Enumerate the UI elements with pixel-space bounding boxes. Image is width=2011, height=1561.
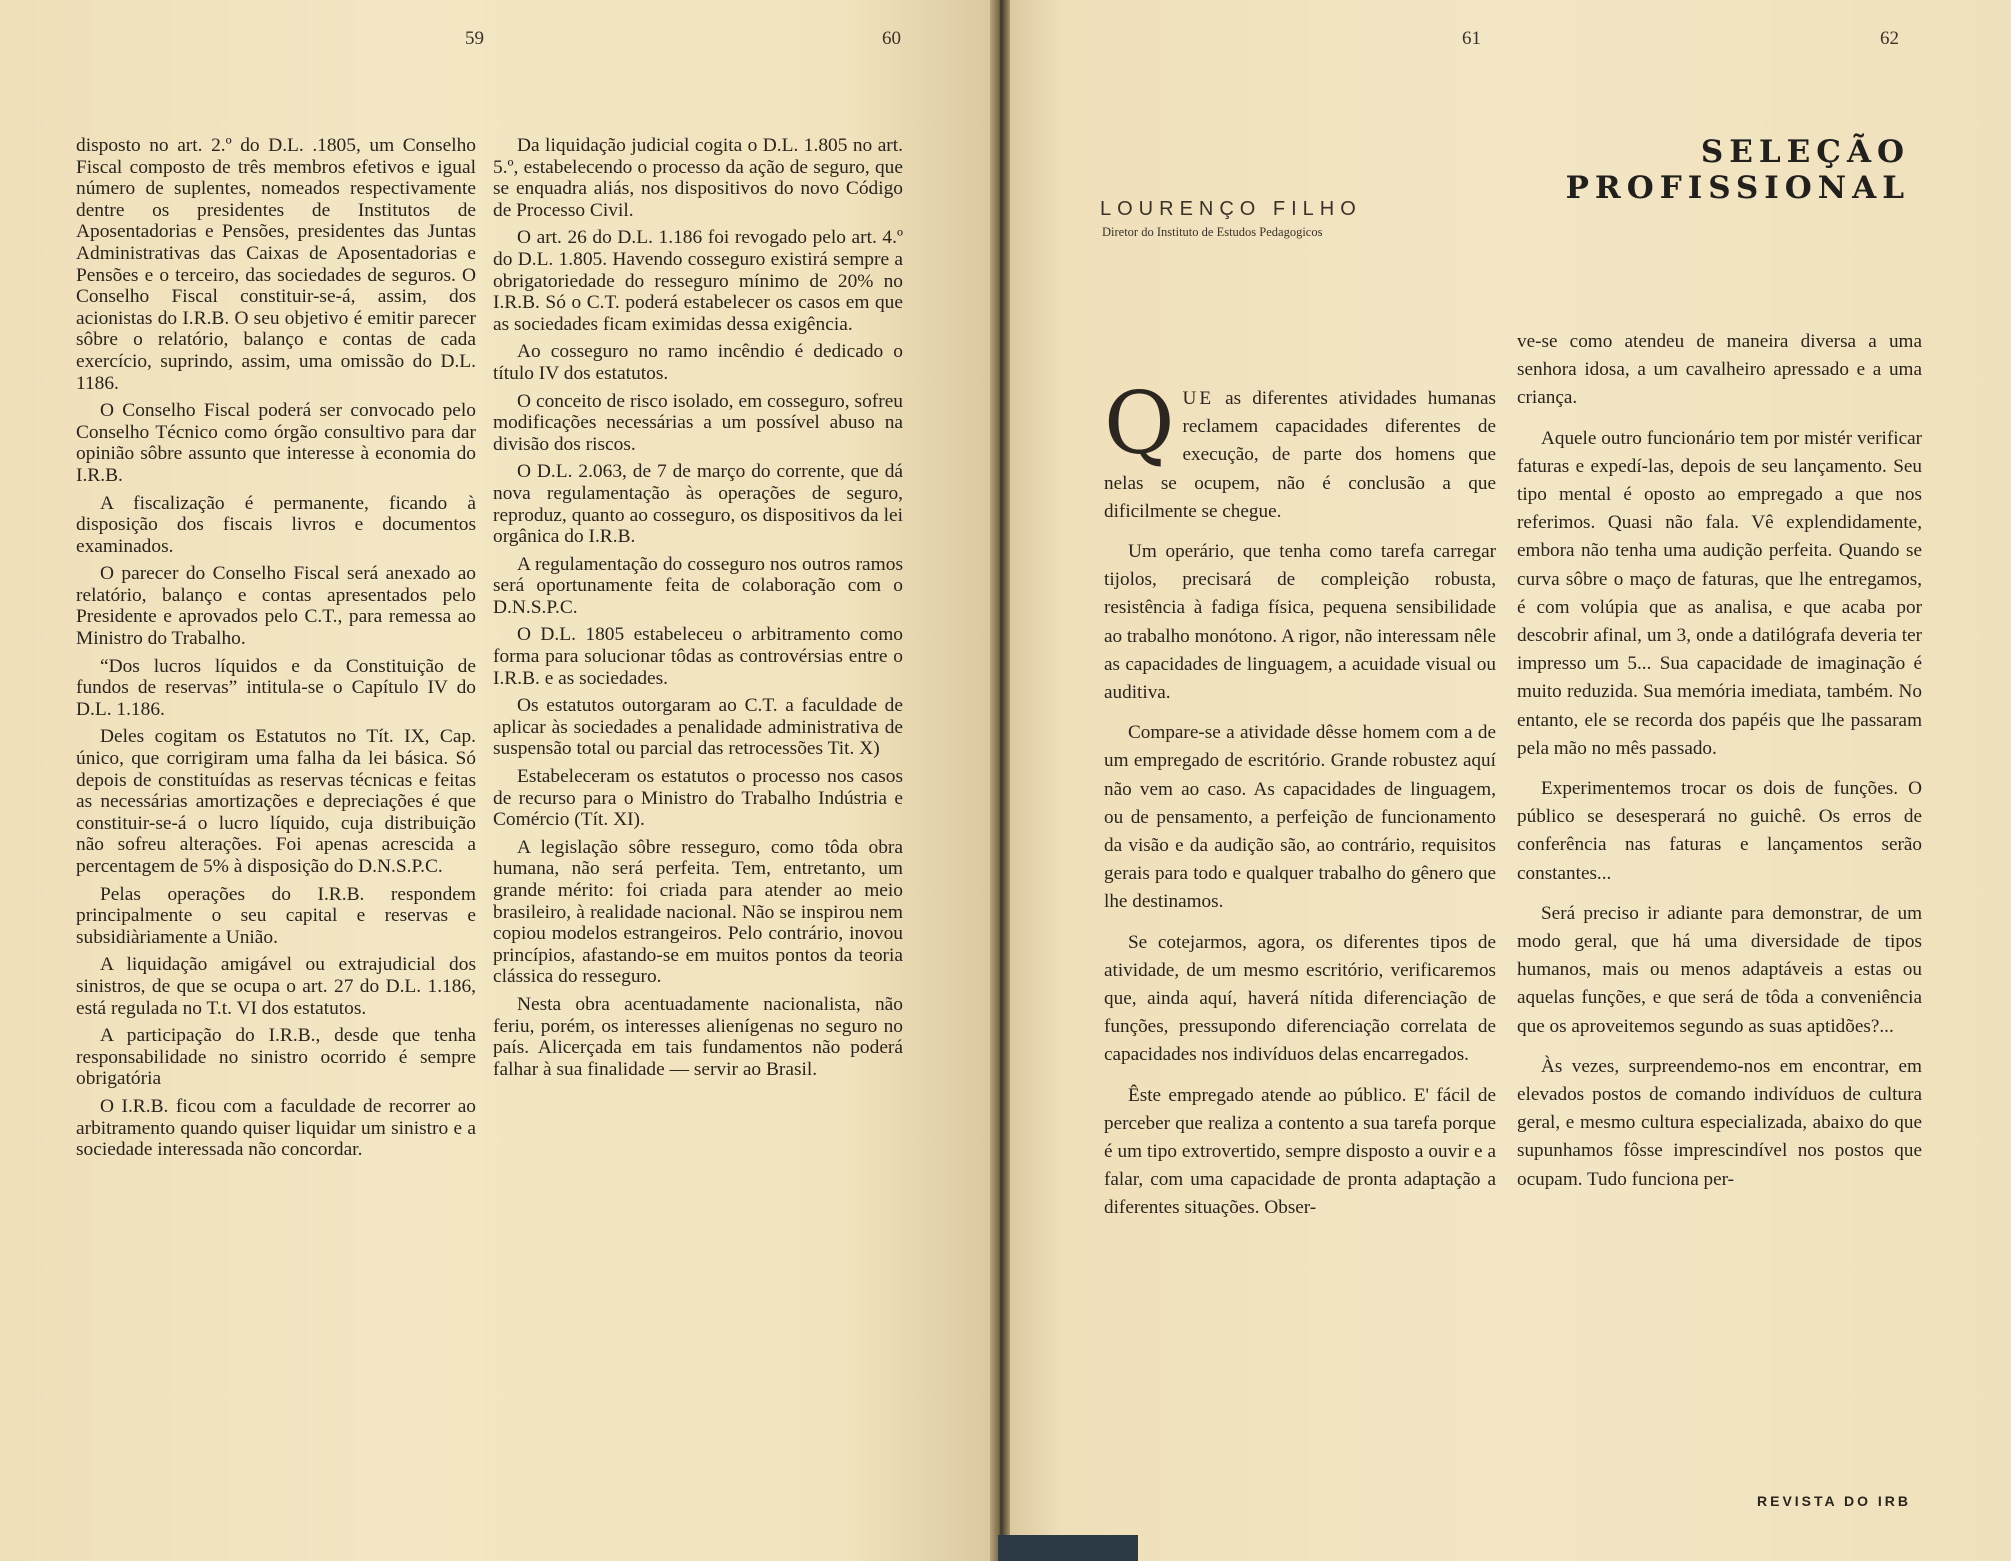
opening-word: UE [1182,388,1215,409]
author-role: Diretor do Instituto de Estudos Pedagogicos [1102,225,1323,239]
paragraph: O D.L. 1805 estabeleceu o arbitramento como forma para solucionar tôdas as controvérsias entre o I.R.B. e as sociedades. [493,624,903,689]
paragraph: O I.R.B. ficou com a faculdade de recorrer ao arbitramento quando quiser liquidar um sinistro e a sociedade interessada não concordar. [76,1095,476,1161]
paragraph: Um operário, que tenha como tarefa carregar tijolos, precisará de compleição robusta, resistência à fadiga física, pequena sensibilidade ao trabalho monótono. A rigor, não interessam nêle as capacidades de linguagem, a acuidade visual ou auditiva. [1104,541,1496,704]
page-62-column [1517,328,1922,1206]
magazine-footer: REVISTA DO IRB [1757,1493,1912,1509]
paragraph: ve-se como atendeu de maneira diversa a uma senhora idosa, a um cavalheiro apressado e a uma criança. [1517,331,1922,409]
paragraph: A legislação sôbre resseguro, como tôda obra humana, não será perfeita. Tem, entretanto, um grande mérito: foi criada para atender ao meio brasileiro, à realidade nacional. Não se inspirou nem copiou modelos estrangeiros. Pelo contrário, inovou princípios, afastando-se em muitos pontos da teoria clássica do resseguro. [493,836,903,988]
paragraph: O conceito de risco isolado, em cosseguro, sofreu modificações necessárias a um possível abuso na divisão dos riscos. [493,390,903,455]
page-number-62: 62 [1880,28,1899,49]
drop-cap: Q [1104,374,1175,474]
opening-paragraph [1104,374,1496,526]
paragraph: A participação do I.R.B., desde que tenha responsabilidade no sinistro ocorrido é sempre obrigatória [76,1025,476,1090]
paragraph: Se cotejarmos, agora, os diferentes tipos de atividade, de um mesmo escritório, verificaremos que, ainda aquí, haverá nítida diferenciação de funções, pressupondo diferenciação correlata de capacidades nos indivíduos delas encarregados. [1104,931,1496,1066]
paragraph: Aquele outro funcionário tem por mistér verificar faturas e expedí-las, depois de seu lançamento. Seu tipo mental é oposto ao empregado a que nos referimos. Quasi não fala. Vê explendidamente, embora não tenha uma audição perfeita. Quando se curva sôbre o maço de faturas, que lhe entregamos, é com volúpia que as analisa, e que acaba por descobrir afinal, um 3, onde a datilógrafa deveria ter impresso um 5... Sua capacidade de imaginação é muito reduzida. Sua memória imediata, também. No entanto, ele se recorda dos papéis que lhe passaram pela mão no mês passado. [1517,427,1922,759]
paragraph: A regulamentação do cosseguro nos outros ramos será oportunamente feita de colaboração com o D.N.S.P.C. [493,553,903,618]
paragraph: O D.L. 2.063, de 7 de março do corrente, que dá nova regulamentação às operações de seguro, reproduz, quanto ao cosseguro, os dispositivos da lei orgânica do I.R.B. [493,461,903,548]
article-author: LOURENÇO FILHO [1100,198,1362,220]
paragraph: Deles cogitam os Estatutos no Tít. IX, Cap. único, que corrigiram uma falha da lei básica. Só depois de constituídas as reservas técnicas e feitas as necessárias amortizações e depreciações é que constituir-se-á o lucro líquido, cuja distribuição não sofreu alterações. Foi apenas acrescida a percentagem de 5% à disposição do D.N.S.P.C. [76,726,476,877]
paragraph: Os estatutos outorgaram ao C.T. a faculdade de aplicar às sociedades a penalidade administrativa de suspensão total ou parcial das retrocessões Tit. X) [493,695,903,760]
paragraph: O parecer do Conselho Fiscal será anexado ao relatório, balanço e contas apresentados pelo Presidente e aprovados pelo C.T., para remessa ao Ministro do Trabalho. [76,563,476,650]
paragraph: A liquidação amigável ou extrajudicial dos sinistros, de que se ocupa o art. 27 do D.L. 1.186, está regulada no T.t. VI dos estatutos. [76,954,476,1019]
page-number-61: 61 [1462,28,1481,49]
paragraph: Às vezes, surpreendemo-nos em encontrar, em elevados postos de comando indivíduos de cultura geral, e mesmo cultura especializada, abaixo do que supunhamos fôsse imprescindível nos postos que ocupam. Tudo funciona per- [1517,1055,1922,1190]
paragraph: O Conselho Fiscal poderá ser convocado pelo Conselho Técnico como órgão consultivo para dar opinião sôbre assunto que interesse à economia do I.R.B. [76,400,476,486]
paragraph: A fiscalização é permanente, ficando à disposição dos fiscais livros e documentos examinados. [76,492,476,557]
paragraph: Ao cosseguro no ramo incêndio é dedicado o título IV dos estatutos. [493,341,903,384]
paragraph: Pelas operações do I.R.B. respondem principalmente o seu capital e reservas e subsidiàriamente a União. [76,883,476,948]
page-number-60: 60 [882,28,901,49]
paragraph: Estabeleceram os estatutos o processo nos casos de recurso para o Ministro do Trabalho Indústria e Comércio (Tít. XI). [493,766,903,831]
paragraph: Êste empregado atende ao público. E' fácil de perceber que realiza a contento a sua tarefa porque é um tipo extrovertido, sempre disposto a ouvir e a falar, com uma capacidade de pronta adaptação a diferentes situações. Obser- [1104,1084,1496,1219]
paragraph: Experimentemos trocar os dois de funções. O público se desesperará no guichê. Os erros de conferência nas faturas e lançamentos serão constantes... [1517,778,1922,884]
page-61-column [1104,374,1496,1235]
paragraph: “Dos lucros líquidos e da Constituição de fundos de reservas” intitula-se o Capítulo IV do D.L. 1.186. [76,655,476,720]
paragraph: Será preciso ir adiante para demonstrar, de um modo geral, que há uma diversidade de tipos humanos, mais ou menos adaptáveis a estas ou aquelas funções, e que será de tôda a conveniência que os aproveitemos segundo as suas aptidões?... [1517,902,1922,1037]
article-title: SELEÇÃO PROFISSIONAL [1565,134,1910,206]
paragraph: disposto no art. 2.º do D.L. .1805, um Conselho Fiscal composto de três membros efetivos e igual número de suplentes, nomeados respectivamente dentre os presidentes de Institutos de Aposentadorias e Pensões, presidentes das Juntas Administrativas das Caixas de Aposentadorias e Pensões e o terceiro, das sociedades de seguros. O Conselho Fiscal constituir-se-á, assim, dos acionistas do I.R.B. O seu objetivo é emitir parecer sôbre o relatório, balanço e contas de cada exercício, suprindo, assim, uma omissão do D.L. 1186. [76,135,476,394]
paragraph: Da liquidação judicial cogita o D.L. 1.805 no art. 5.º, estabelecendo o processo da ação de seguro, que se enquadra aliás, nos dispositivos do novo Código de Processo Civil. [493,135,903,221]
page-60-column [493,135,903,1086]
paragraph: O art. 26 do D.L. 1.186 foi revogado pelo art. 4.º do D.L. 1.805. Havendo cosseguro existirá sempre a obrigatoriedade do resseguro mínimo de 20% no I.R.B. Só o C.T. poderá estabelecer os casos em que as sociedades ficam eximidas dessa exigência. [493,227,903,335]
book-cover-edge [998,1535,1138,1561]
page-59-column [76,135,476,1167]
page-number-59: 59 [465,28,484,49]
paragraph: Nesta obra acentuadamente nacionalista, não feriu, porém, os interesses alienígenas no seguro no país. Alicerçada em tais fundamentos não poderá falhar à sua finalidade — servir ao Brasil. [493,993,903,1080]
opening-text: as diferentes atividades humanas reclamem capacidades diferentes de execução, de parte dos homens que nelas se ocupem, não é conclusão a que dificilmente se chegue. [1104,388,1496,522]
paragraph: Compare-se a atividade dêsse homem com a de um empregado de escritório. Grande robustez aquí não vem ao caso. As capacidades de linguagem, ou de pensamento, a perfeição de funcionamento da visão e da audição são, ao contrário, requisitos gerais para todo e qualquer trabalho do gênero que lhe destinamos. [1104,722,1496,913]
book-gutter [990,0,1010,1561]
